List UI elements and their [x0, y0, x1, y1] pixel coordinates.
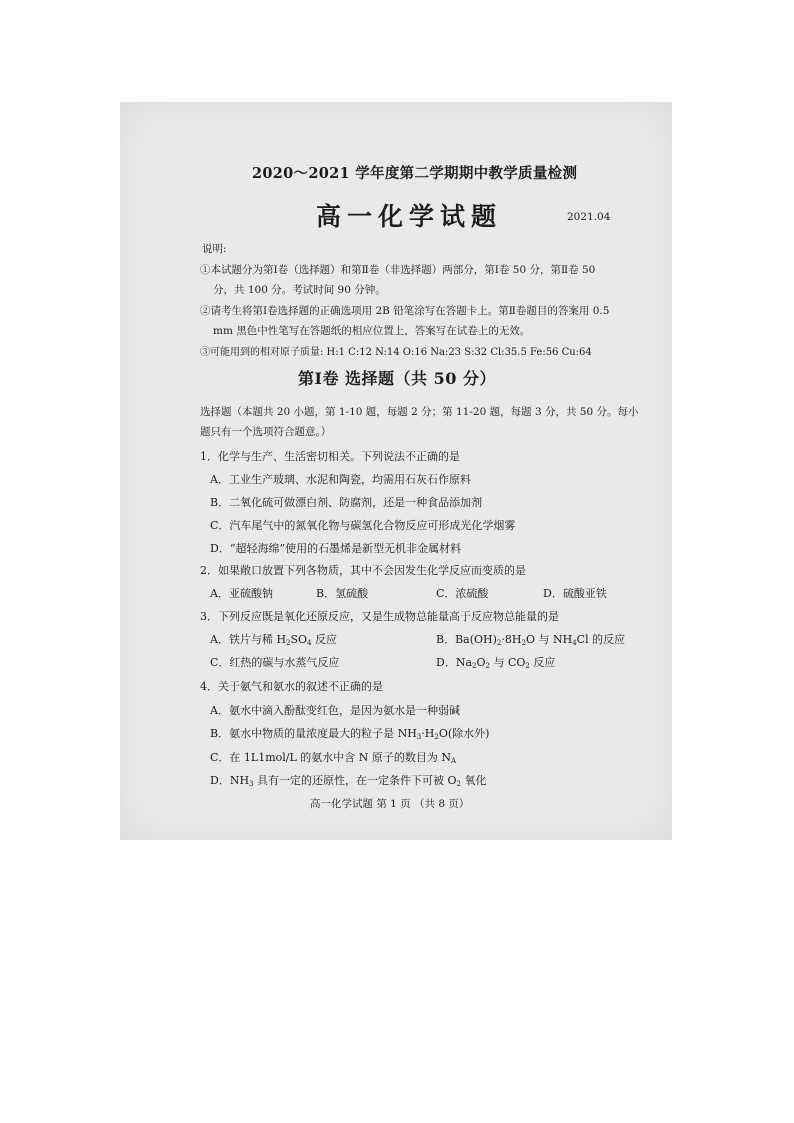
question-1-stem: 1．化学与生产、生活密切相关。下列说法不正确的是 [200, 450, 460, 463]
question-2-option-d: D．硫酸亚铁 [543, 587, 607, 600]
question-4-option-a: A．氨水中滴入酚酞变红色，是因为氨水是一种弱碱 [210, 704, 460, 717]
section-1-intro-line-1: 选择题（本题共 20 小题，第 1-10 题，每题 2 分；第 11-20 题，每题 3 分，共 50 分。每小 [200, 406, 639, 418]
instruction-2-line-1: ②请考生将第Ⅰ卷选择题的正确选项用 2B 铅笔涂写在答题卡上。第Ⅱ卷题目的答案用 0.5 [200, 305, 610, 317]
question-3-option-d: D．$Na_2O_2$ 与 $CO_2$ 反应 [436, 656, 556, 670]
question-1-option-d: D．“超轻海绵”使用的石墨烯是新型无机非金属材料 [210, 542, 462, 555]
question-2-option-a: A．亚硫酸钠 [210, 587, 273, 600]
question-4-option-c: C．在 1L1mol/L 的氨水中含 N 原子的数目为 $N_A$ [210, 751, 457, 765]
page-footer: 高一化学试题 第 1 页 （共 8 页） [310, 798, 470, 810]
exam-header: 2020～2021 学年度第二学期期中教学质量检测 [252, 165, 578, 182]
question-2-stem: 2．如果敞口放置下列各物质，其中不会因发生化学反应而变质的是 [200, 564, 526, 577]
question-2-option-b: B．氢硫酸 [316, 587, 369, 600]
instruction-2-line-2: mm 黑色中性笔写在答题纸的相应位置上，答案写在试卷上的无效。 [213, 325, 531, 337]
question-4-option-d: D．$NH_3$ 具有一定的还原性，在一定条件下可被 $O_2$ 氧化 [210, 774, 487, 788]
exam-title: 高一化学试题 [316, 202, 503, 231]
question-2-option-c: C．浓硫酸 [436, 587, 489, 600]
question-4-option-b: B．氨水中物质的量浓度最大的粒子是 $NH_3\cdot H_2O$(除水外) [210, 727, 490, 741]
section-1-title: 第Ⅰ卷 选择题（共 50 分） [298, 369, 496, 388]
exam-paper [120, 102, 672, 840]
instruction-3: ③可能用到的相对原子质量: H:1 C:12 N:14 O:16 Na:23 S:32 Cl:35.5 Fe:56 Cu:64 [200, 347, 592, 358]
question-1-option-c: C．汽车尾气中的氮氧化物与碳氢化合物反应可形成光化学烟雾 [210, 519, 516, 532]
question-1-option-b: B．二氧化硫可做漂白剂、防腐剂，还是一种食品添加剂 [210, 496, 483, 509]
question-3-stem: 3．下列反应既是氧化还原反应，又是生成物总能量高于反应物总能量的是 [200, 610, 559, 623]
question-3-option-c: C．红热的碳与水蒸气反应 [210, 656, 340, 669]
question-4-stem: 4．关于氨气和氨水的叙述不正确的是 [200, 680, 383, 693]
instructions-label: 说明: [202, 243, 227, 255]
question-1-option-a: A．工业生产玻璃、水泥和陶瓷，均需用石灰石作原料 [210, 473, 471, 486]
question-3-option-b: B．$Ba(OH)_2\cdot 8H_2O$ 与 $NH_4Cl$ 的反应 [436, 633, 626, 647]
section-1-intro-line-2: 题只有一个选项符合题意。） [200, 426, 332, 438]
question-3-option-a: A．铁片与稀 $H_2SO_4$ 反应 [210, 633, 338, 647]
instruction-1-line-1: ①本试题分为第Ⅰ卷（选择题）和第Ⅱ卷（非选择题）两部分，第Ⅰ卷 50 分，第Ⅱ卷 50 [200, 264, 596, 276]
instruction-1-line-2: 分，共 100 分。考试时间 90 分钟。 [213, 284, 386, 296]
exam-date: 2021.04 [567, 211, 611, 223]
